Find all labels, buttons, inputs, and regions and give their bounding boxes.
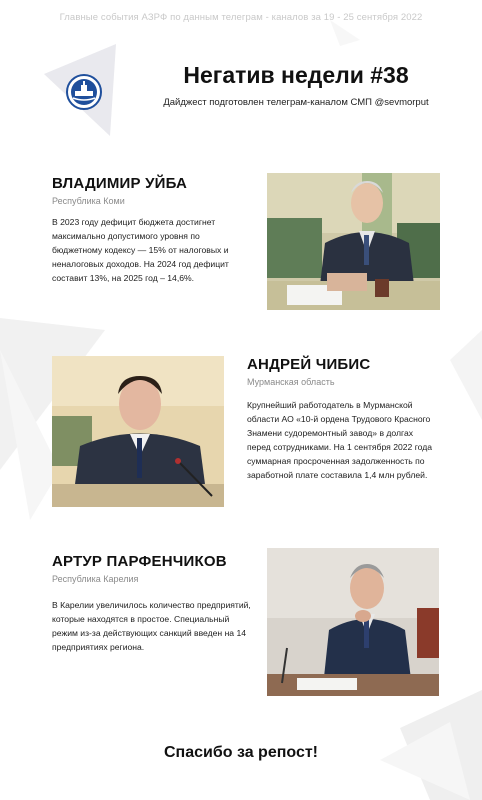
- person-description: В Карелии увеличилось количество предприятий, которые находятся в простое. Специальный режим из-за действующих санкций введен на 14 предприятиях региона.: [52, 600, 251, 652]
- person-description: Крупнейший работодатель в Мурманской области АО «10-й ордена Трудового Красного Знамени судоремонтный завод» в долгах перед сотрудниками. На 1 сентября 2022 года суммарная просроченная задолженность по заработной плате составила 1,4 млн рублей.: [247, 400, 433, 480]
- person-region: Республика Коми: [52, 196, 125, 206]
- page-subtitle: Дайджест подготовлен телеграм-каналом СМП @sevmorput: [163, 97, 429, 108]
- sevmorput-logo-icon: [44, 44, 126, 136]
- header-top-note: Главные события АЗРФ по данным телеграм - каналов за 19 - 25 сентября 2022: [59, 12, 423, 23]
- person-photo: [267, 548, 439, 696]
- person-name: ВЛАДИМИР УЙБА: [52, 175, 188, 192]
- thanks-message: Спасибо за репост!: [164, 744, 318, 761]
- person-region: Мурманская область: [247, 377, 335, 387]
- person-region: Республика Карелия: [52, 574, 139, 584]
- person-name: АНДРЕЙ ЧИБИС: [247, 356, 371, 373]
- person-name: АРТУР ПАРФЕНЧИКОВ: [52, 553, 227, 570]
- page-title: Негатив недели #38: [183, 62, 409, 88]
- person-photo: [52, 356, 224, 507]
- person-photo: [267, 173, 440, 310]
- person-description: В 2023 году дефицит бюджета достигнет максимально допустимого уровня по бюджетному кодексу — 15% от налоговых и неналоговых доходов. На 2024 год дефицит составит 13%, на 2025 год – 14,6%.: [52, 217, 229, 283]
